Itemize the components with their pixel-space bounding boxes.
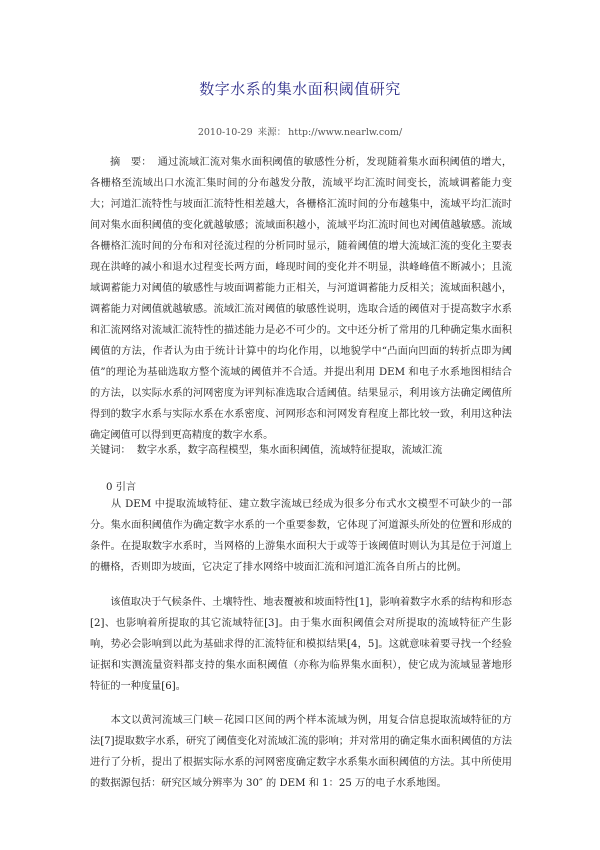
abstract-paragraph (90, 152, 512, 446)
intro-paragraph-2: 该值取决于气候条件、土壤特性、地表覆被和坡面特性[1]，影响着数字水系的结构和形态[2]、也影响着所提取的其它流域特征[3]。由于集水面积阈值会对所提取的流域特征产生影响，势必会影响到以此为基础求得的汇流特征和模拟结果[4，5]。这就意味着要寻找一个经验证据和实测流量资料都支持的集水面积阈值（亦称为临界集水面积），使它成为流域显著地形特征的一种度量[6]。 (90, 597, 512, 692)
keywords-text: 数字水系，数字高程模型，集水面积阈值，流域特征提取，流域汇流 (136, 445, 443, 456)
intro-paragraph-3: 本文以黄河流域三门峡－花园口区间的两个样本流域为例，用复合信息提取流域特征的方法[7]提取数字水系，研究了阈值变化对流域汇流的影响；并对常用的确定集水面积阈值的方法进行了分析，提出了根据实际水系的河网密度确定数字水系集水面积阈值的方法。其中所使用的数据源包括：研究区域分辨率为 30″ 的 DEM 和 1：25 万的电子水系地图。 (90, 715, 512, 789)
intro-paragraph-1: 从 DEM 中提取流域特征、建立数字流域已经成为很多分布式水文模型不可缺少的一部分。集水面积阈值作为确定数字水系的一个重要参数，它体现了河道源头所处的位置和形成的条件。在提取数字水系时，当网格的上游集水面积大于或等于该阈值时则认为其是位于河道上的栅格，否则即为坡面，它决定了排水网络中坡面汇流和河道汇流各自所占的比例。 (90, 499, 512, 573)
source-link[interactable]: http://www.nearlw.com/ (288, 127, 403, 138)
keywords-paragraph (90, 440, 512, 461)
article-meta (0, 124, 600, 138)
source-label: 来源： (257, 127, 287, 138)
abstract-text: 通过流域汇流对集水面积阈值的敏感性分析，发现随着集水面积阈值的增大，各栅格至流域出口水流汇集时间的分布越发分散，流域平均汇流时间变长，流域调蓄能力变大；河道汇流特性与坡面汇流特性相差越大，各栅格汇流时间的分布越集中，流域平均汇流时间对集水面积阈值的变化就越敏感；流域面积越小，流域平均汇流时间也对阈值越敏感。流域各栅格汇流时间的分布和对径流过程的分析同时显示，随着阈值的增大流域汇流的变化主要表现在洪峰的减小和退水过程变长两方面，峰现时间的变化并不明显，洪峰峰值不断减小；且流域调蓄能力对阈值的敏感性与坡面调蓄能力正相关，与河道调蓄能力反相关；流域面积越小，调蓄能力对阈值就越敏感。流域汇流对阈值的敏感性说明，选取合适的阈值对于提高数字水系和汇流网络对流域汇流特性的描述能力是必不可少的。文中还分析了常用的几种确定集水面积阈值的方法，作者认为由于统计计算中的均化作用，以地貌学中“凸面向凹面的转折点即为阈值”的理论为基础选取方整个流域的阈值并不合适。并提出利用 DEM 和电子水系地图相结合的方法，以实际水系的河网密度为评判标准选取合适阈值。结果显示，利用该方法确定阈值所得到的数字水系与实际水系在水系密度、河网形态和河网发育程度上都比较一致，利用这种法确定阈值可以得到更高精度的数字水系。 (90, 157, 513, 441)
section-title-introduction: 0 引言 (106, 482, 137, 493)
abstract-label: 摘 要： (110, 157, 152, 168)
publish-date: 2010-10-29 (197, 127, 253, 138)
keywords-label: 关键词： (90, 445, 131, 456)
article-title: 数字水系的集水面积阈值研究 (199, 80, 401, 98)
